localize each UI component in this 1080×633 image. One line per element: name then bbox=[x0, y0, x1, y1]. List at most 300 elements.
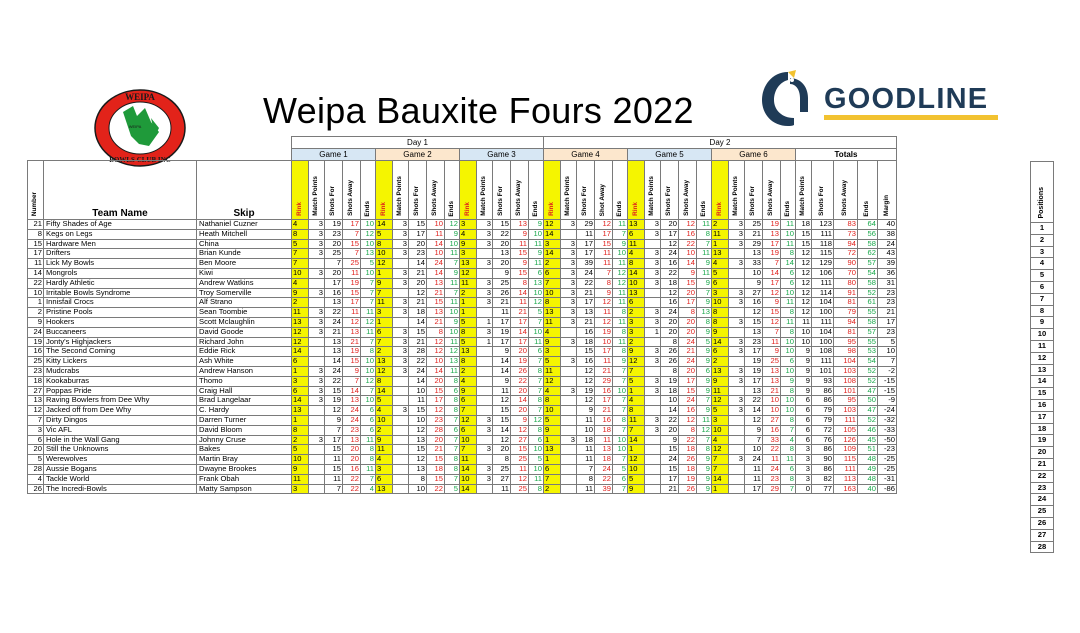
shots-away-cell: 9 bbox=[511, 259, 529, 269]
ends-cell: 6 bbox=[697, 366, 712, 376]
shots-for-cell: 7 bbox=[325, 259, 343, 269]
match-points-cell: 3 bbox=[645, 308, 661, 318]
total-margin: 7 bbox=[878, 357, 897, 367]
total-shots-for: 76 bbox=[812, 435, 834, 445]
ends-cell: 13 bbox=[445, 357, 460, 367]
shots-for-cell: 26 bbox=[661, 347, 679, 357]
match-points-cell: 3 bbox=[645, 249, 661, 259]
shots-away-cell: 12 bbox=[511, 474, 529, 484]
ends-cell: 12 bbox=[361, 229, 376, 239]
match-points-cell bbox=[309, 474, 325, 484]
ends-cell: 12 bbox=[361, 317, 376, 327]
skip-name: Troy Somerville bbox=[197, 288, 292, 298]
total-shots-away: 91 bbox=[834, 288, 858, 298]
ends-cell: 10 bbox=[781, 229, 796, 239]
rink-cell: 7 bbox=[712, 464, 729, 474]
ends-cell: 7 bbox=[445, 259, 460, 269]
shots-for-cell: 8 bbox=[409, 474, 427, 484]
rink-cell: 3 bbox=[544, 239, 561, 249]
shots-for-cell: 7 bbox=[325, 484, 343, 494]
match-points-cell: 3 bbox=[393, 406, 409, 416]
rink-cell: 1 bbox=[376, 268, 393, 278]
shots-away-cell: 10 bbox=[763, 406, 781, 416]
shots-for-cell: 13 bbox=[325, 298, 343, 308]
shots-away-cell: 12 bbox=[595, 220, 613, 230]
match-points-cell bbox=[729, 357, 745, 367]
ends-cell: 7 bbox=[445, 435, 460, 445]
shots-away-cell: 26 bbox=[511, 366, 529, 376]
ends-cell: 11 bbox=[361, 308, 376, 318]
team-number: 2 bbox=[28, 308, 44, 318]
ends-cell: 12 bbox=[529, 415, 544, 425]
shots-for-cell: 19 bbox=[745, 357, 763, 367]
shots-for-cell: 17 bbox=[577, 239, 595, 249]
game-col-header: Shots Away bbox=[763, 161, 781, 220]
rink-cell: 2 bbox=[460, 288, 477, 298]
total-ends: 48 bbox=[858, 474, 878, 484]
shots-for-cell: 10 bbox=[409, 484, 427, 494]
team-number: 12 bbox=[28, 406, 44, 416]
rink-cell: 5 bbox=[376, 396, 393, 406]
match-points-cell bbox=[393, 396, 409, 406]
total-margin: 21 bbox=[878, 308, 897, 318]
shots-away-cell: 11 bbox=[343, 268, 361, 278]
game-col-header: Rink bbox=[460, 161, 477, 220]
match-points-cell: 3 bbox=[645, 259, 661, 269]
shots-for-cell: 15 bbox=[409, 445, 427, 455]
rink-cell: 12 bbox=[628, 455, 645, 465]
ends-cell: 5 bbox=[361, 259, 376, 269]
rink-cell: 13 bbox=[544, 445, 561, 455]
shots-away-cell: 21 bbox=[595, 406, 613, 416]
rink-cell: 12 bbox=[460, 268, 477, 278]
match-points-cell: 3 bbox=[309, 366, 325, 376]
position-cell: 15 bbox=[1031, 388, 1054, 400]
ends-cell: 8 bbox=[781, 474, 796, 484]
match-points-cell: 3 bbox=[729, 298, 745, 308]
skip-name: David Goode bbox=[197, 327, 292, 337]
total-match-points: 15 bbox=[796, 229, 812, 239]
total-margin: 5 bbox=[878, 337, 897, 347]
match-points-cell bbox=[477, 268, 493, 278]
shots-away-cell: 26 bbox=[679, 484, 697, 494]
shots-for-cell: 22 bbox=[577, 278, 595, 288]
shots-for-cell: 15 bbox=[493, 406, 511, 416]
shots-for-cell: 18 bbox=[661, 386, 679, 396]
shots-for-cell: 14 bbox=[745, 406, 763, 416]
shots-away-cell: 13 bbox=[763, 366, 781, 376]
ends-cell: 8 bbox=[781, 386, 796, 396]
shots-away-cell: 12 bbox=[763, 288, 781, 298]
shots-away-cell: 39 bbox=[595, 484, 613, 494]
ends-cell: 8 bbox=[697, 445, 712, 455]
shots-away-cell: 17 bbox=[763, 239, 781, 249]
team-number: 18 bbox=[28, 376, 44, 386]
shots-for-cell: 24 bbox=[325, 366, 343, 376]
table-row bbox=[28, 288, 897, 298]
total-shots-for: 100 bbox=[812, 337, 834, 347]
match-points-cell bbox=[309, 445, 325, 455]
ends-cell: 7 bbox=[697, 396, 712, 406]
shots-for-cell: 13 bbox=[577, 308, 595, 318]
shots-away-cell: 19 bbox=[343, 347, 361, 357]
match-points-cell: 3 bbox=[729, 396, 745, 406]
position-cell: 22 bbox=[1031, 470, 1054, 482]
shots-away-cell: 13 bbox=[343, 396, 361, 406]
ends-cell: 5 bbox=[613, 464, 628, 474]
shots-for-cell: 13 bbox=[745, 386, 763, 396]
totals-header: Totals bbox=[796, 149, 897, 161]
ends-cell: 12 bbox=[613, 278, 628, 288]
position-cell: 11 bbox=[1031, 340, 1054, 352]
match-points-cell: 3 bbox=[393, 249, 409, 259]
rink-cell: 6 bbox=[376, 474, 393, 484]
shots-away-cell: 21 bbox=[427, 288, 445, 298]
shots-for-cell: 16 bbox=[325, 288, 343, 298]
shots-away-cell: 11 bbox=[595, 435, 613, 445]
rink-cell: 14 bbox=[460, 484, 477, 494]
ends-cell: 7 bbox=[613, 376, 628, 386]
skip-name: Heath Mitchell bbox=[197, 229, 292, 239]
team-name: Vic AFL bbox=[44, 425, 197, 435]
rink-cell: 10 bbox=[544, 288, 561, 298]
match-points-cell: 3 bbox=[645, 347, 661, 357]
team-number: 25 bbox=[28, 357, 44, 367]
match-points-cell bbox=[729, 308, 745, 318]
ends-cell: 8 bbox=[445, 455, 460, 465]
rink-cell: 13 bbox=[292, 317, 309, 327]
rink-cell: 1 bbox=[544, 455, 561, 465]
match-points-cell: 3 bbox=[393, 347, 409, 357]
ends-cell: 10 bbox=[529, 464, 544, 474]
match-points-cell: 3 bbox=[309, 376, 325, 386]
ends-cell: 9 bbox=[613, 357, 628, 367]
skip-name: Alf Strano bbox=[197, 298, 292, 308]
total-margin: -33 bbox=[878, 425, 897, 435]
ends-cell: 6 bbox=[361, 415, 376, 425]
skip-name: Ben Moore bbox=[197, 259, 292, 269]
match-points-cell: 3 bbox=[393, 220, 409, 230]
shots-for-cell: 9 bbox=[661, 435, 679, 445]
match-points-cell: 3 bbox=[645, 415, 661, 425]
rink-cell: 3 bbox=[712, 288, 729, 298]
team-number: 7 bbox=[28, 415, 44, 425]
shots-away-cell: 23 bbox=[763, 474, 781, 484]
shots-for-cell: 18 bbox=[661, 278, 679, 288]
shots-for-cell: 24 bbox=[661, 455, 679, 465]
rink-cell: 3 bbox=[460, 220, 477, 230]
match-points-cell bbox=[393, 455, 409, 465]
rink-cell: 2 bbox=[544, 259, 561, 269]
match-points-cell: 3 bbox=[645, 357, 661, 367]
shots-for-cell: 11 bbox=[493, 484, 511, 494]
team-name: Mongrols bbox=[44, 268, 197, 278]
shots-for-cell: 20 bbox=[325, 239, 343, 249]
team-number: 28 bbox=[28, 464, 44, 474]
shots-for-cell: 13 bbox=[325, 347, 343, 357]
ends-cell: 11 bbox=[361, 435, 376, 445]
match-points-cell bbox=[393, 474, 409, 484]
shots-for-cell: 16 bbox=[745, 298, 763, 308]
game-col-header: Rink bbox=[712, 161, 729, 220]
ends-cell: 12 bbox=[361, 376, 376, 386]
shots-for-cell: 19 bbox=[745, 366, 763, 376]
shots-for-cell: 19 bbox=[493, 327, 511, 337]
shots-away-cell: 10 bbox=[427, 220, 445, 230]
ends-cell: 10 bbox=[361, 220, 376, 230]
shots-for-cell: 14 bbox=[661, 406, 679, 416]
ends-cell: 7 bbox=[613, 455, 628, 465]
shots-away-cell: 19 bbox=[511, 357, 529, 367]
total-match-points: 3 bbox=[796, 445, 812, 455]
rink-cell: 6 bbox=[292, 386, 309, 396]
shots-away-cell: 14 bbox=[427, 366, 445, 376]
rink-cell: 12 bbox=[292, 337, 309, 347]
shots-away-cell: 16 bbox=[343, 464, 361, 474]
total-shots-for: 93 bbox=[812, 376, 834, 386]
shots-away-cell: 20 bbox=[679, 327, 697, 337]
shots-for-cell: 8 bbox=[661, 366, 679, 376]
rink-cell: 7 bbox=[292, 249, 309, 259]
ends-cell: 11 bbox=[529, 474, 544, 484]
ends-cell: 9 bbox=[445, 229, 460, 239]
ends-cell: 10 bbox=[613, 249, 628, 259]
shots-away-cell: 15 bbox=[427, 455, 445, 465]
shots-away-cell: 12 bbox=[679, 415, 697, 425]
table-row bbox=[28, 445, 897, 455]
rink-cell: 4 bbox=[628, 396, 645, 406]
match-points-cell: 3 bbox=[477, 229, 493, 239]
rink-cell: 9 bbox=[376, 435, 393, 445]
total-match-points: 6 bbox=[796, 425, 812, 435]
match-points-cell: 3 bbox=[561, 268, 577, 278]
game-col-header: Shots For bbox=[493, 161, 511, 220]
rink-cell: 1 bbox=[460, 298, 477, 308]
shots-for-cell: 22 bbox=[325, 376, 343, 386]
shots-away-cell: 15 bbox=[427, 386, 445, 396]
ends-cell: 8 bbox=[361, 455, 376, 465]
shots-away-cell: 13 bbox=[427, 278, 445, 288]
team-number: 4 bbox=[28, 474, 44, 484]
match-points-cell: 3 bbox=[645, 425, 661, 435]
shots-for-cell: 10 bbox=[745, 268, 763, 278]
rink-cell: 14 bbox=[712, 474, 729, 484]
shots-away-cell: 9 bbox=[763, 347, 781, 357]
shots-for-cell: 21 bbox=[577, 288, 595, 298]
shots-for-cell: 16 bbox=[577, 327, 595, 337]
match-points-cell: 3 bbox=[477, 474, 493, 484]
ends-cell: 8 bbox=[445, 406, 460, 416]
match-points-cell bbox=[393, 317, 409, 327]
ends-cell: 8 bbox=[529, 484, 544, 494]
rink-cell: 12 bbox=[376, 366, 393, 376]
match-points-cell bbox=[309, 259, 325, 269]
ends-cell: 10 bbox=[529, 288, 544, 298]
ends-cell: 10 bbox=[613, 435, 628, 445]
rink-cell: 4 bbox=[292, 220, 309, 230]
total-shots-for: 111 bbox=[812, 317, 834, 327]
shots-away-cell: 29 bbox=[763, 484, 781, 494]
rink-cell: 10 bbox=[628, 278, 645, 288]
match-points-cell bbox=[645, 435, 661, 445]
team-name: Tackle World bbox=[44, 474, 197, 484]
game-col-header: Ends bbox=[361, 161, 376, 220]
total-margin: -86 bbox=[878, 484, 897, 494]
match-points-cell bbox=[729, 474, 745, 484]
position-cell: 10 bbox=[1031, 329, 1054, 341]
match-points-cell: 3 bbox=[393, 308, 409, 318]
total-ends: 62 bbox=[858, 249, 878, 259]
shots-for-cell: 7 bbox=[577, 464, 595, 474]
shots-for-cell: 8 bbox=[577, 474, 595, 484]
total-match-points: 12 bbox=[796, 278, 812, 288]
ends-cell: 10 bbox=[529, 229, 544, 239]
shots-away-cell: 8 bbox=[595, 278, 613, 288]
rink-cell: 7 bbox=[712, 455, 729, 465]
match-points-cell bbox=[561, 415, 577, 425]
team-number: 17 bbox=[28, 249, 44, 259]
ends-cell: 11 bbox=[361, 327, 376, 337]
shots-away-cell: 14 bbox=[679, 259, 697, 269]
table-row bbox=[28, 435, 897, 445]
ends-cell: 8 bbox=[781, 249, 796, 259]
ends-cell: 11 bbox=[361, 464, 376, 474]
total-shots-away: 83 bbox=[834, 220, 858, 230]
rink-cell: 6 bbox=[544, 464, 561, 474]
match-points-cell bbox=[561, 347, 577, 357]
shots-away-cell: 17 bbox=[679, 376, 697, 386]
rink-cell: 14 bbox=[544, 249, 561, 259]
match-points-cell: 3 bbox=[393, 298, 409, 308]
match-points-cell: 3 bbox=[477, 220, 493, 230]
total-shots-away: 108 bbox=[834, 376, 858, 386]
match-points-cell bbox=[309, 425, 325, 435]
shots-away-cell: 17 bbox=[427, 396, 445, 406]
total-shots-for: 104 bbox=[812, 327, 834, 337]
ends-cell: 7 bbox=[697, 288, 712, 298]
total-ends: 57 bbox=[858, 327, 878, 337]
position-cell: 27 bbox=[1031, 529, 1054, 541]
rink-cell: 6 bbox=[628, 298, 645, 308]
match-points-cell: 3 bbox=[309, 308, 325, 318]
team-name: Buccaneers bbox=[44, 327, 197, 337]
table-row bbox=[28, 396, 897, 406]
shots-away-cell: 14 bbox=[427, 239, 445, 249]
total-shots-away: 81 bbox=[834, 298, 858, 308]
shots-for-cell: 17 bbox=[745, 484, 763, 494]
ends-cell: 11 bbox=[613, 317, 628, 327]
rink-cell: 13 bbox=[460, 259, 477, 269]
ends-cell: 11 bbox=[445, 337, 460, 347]
shots-away-cell: 16 bbox=[679, 406, 697, 416]
ends-cell: 9 bbox=[697, 386, 712, 396]
total-shots-away: 115 bbox=[834, 455, 858, 465]
shots-away-cell: 11 bbox=[595, 308, 613, 318]
ends-cell: 10 bbox=[529, 327, 544, 337]
shots-away-cell: 26 bbox=[679, 455, 697, 465]
position-cell: 7 bbox=[1031, 293, 1054, 305]
shots-for-cell: 27 bbox=[745, 288, 763, 298]
ends-cell: 13 bbox=[697, 308, 712, 318]
shots-away-cell: 11 bbox=[595, 249, 613, 259]
ends-cell: 8 bbox=[613, 347, 628, 357]
ends-cell: 4 bbox=[781, 435, 796, 445]
ends-cell: 10 bbox=[445, 327, 460, 337]
total-match-points: 12 bbox=[796, 268, 812, 278]
rink-cell: 7 bbox=[292, 259, 309, 269]
rink-cell: 10 bbox=[712, 298, 729, 308]
shots-for-cell: 22 bbox=[493, 229, 511, 239]
shots-away-cell: 13 bbox=[763, 376, 781, 386]
shots-for-cell: 19 bbox=[661, 376, 679, 386]
table-row bbox=[28, 278, 897, 288]
match-points-cell bbox=[477, 396, 493, 406]
ends-cell: 11 bbox=[529, 259, 544, 269]
match-points-cell: 3 bbox=[561, 259, 577, 269]
shots-away-cell: 12 bbox=[427, 406, 445, 416]
ends-cell: 7 bbox=[781, 425, 796, 435]
total-match-points: 9 bbox=[796, 386, 812, 396]
ends-cell: 7 bbox=[445, 415, 460, 425]
shots-away-cell: 11 bbox=[763, 455, 781, 465]
ends-cell: 9 bbox=[697, 484, 712, 494]
total-margin: -2 bbox=[878, 366, 897, 376]
table-row bbox=[28, 347, 897, 357]
shots-for-cell: 11 bbox=[577, 415, 595, 425]
match-points-cell: 3 bbox=[729, 317, 745, 327]
match-points-cell bbox=[729, 278, 745, 288]
shots-away-cell: 7 bbox=[763, 327, 781, 337]
rink-cell: 9 bbox=[628, 484, 645, 494]
position-cell: 23 bbox=[1031, 482, 1054, 494]
ends-cell: 10 bbox=[613, 445, 628, 455]
total-shots-away: 104 bbox=[834, 357, 858, 367]
ends-cell: 9 bbox=[697, 406, 712, 416]
total-margin: -25 bbox=[878, 464, 897, 474]
shots-for-cell: 23 bbox=[745, 337, 763, 347]
ends-cell: 8 bbox=[613, 415, 628, 425]
ends-cell: 11 bbox=[613, 220, 628, 230]
table-row bbox=[28, 455, 897, 465]
rink-cell: 7 bbox=[544, 278, 561, 288]
ends-cell: 9 bbox=[697, 357, 712, 367]
match-points-cell: 3 bbox=[645, 268, 661, 278]
shots-for-cell: 20 bbox=[493, 445, 511, 455]
team-name: Kegs on Legs bbox=[44, 229, 197, 239]
shots-away-cell: 27 bbox=[763, 415, 781, 425]
total-ends: 61 bbox=[858, 298, 878, 308]
rink-cell: 5 bbox=[712, 406, 729, 416]
match-points-cell: 3 bbox=[477, 415, 493, 425]
total-margin: 23 bbox=[878, 288, 897, 298]
match-points-cell: 3 bbox=[561, 308, 577, 318]
ends-cell: 10 bbox=[361, 268, 376, 278]
shots-for-cell: 12 bbox=[493, 396, 511, 406]
shots-away-cell: 24 bbox=[343, 406, 361, 416]
total-shots-for: 123 bbox=[812, 220, 834, 230]
rink-cell: 12 bbox=[544, 376, 561, 386]
total-shots-for: 79 bbox=[812, 415, 834, 425]
shots-away-cell: 12 bbox=[595, 298, 613, 308]
shots-for-cell: 20 bbox=[409, 239, 427, 249]
team-number: 9 bbox=[28, 317, 44, 327]
shots-for-cell: 29 bbox=[577, 220, 595, 230]
game-col-header: Shots Away bbox=[511, 161, 529, 220]
ends-cell: 14 bbox=[781, 259, 796, 269]
rink-cell: 2 bbox=[712, 220, 729, 230]
total-shots-away: 73 bbox=[834, 229, 858, 239]
ends-cell: 5 bbox=[529, 308, 544, 318]
